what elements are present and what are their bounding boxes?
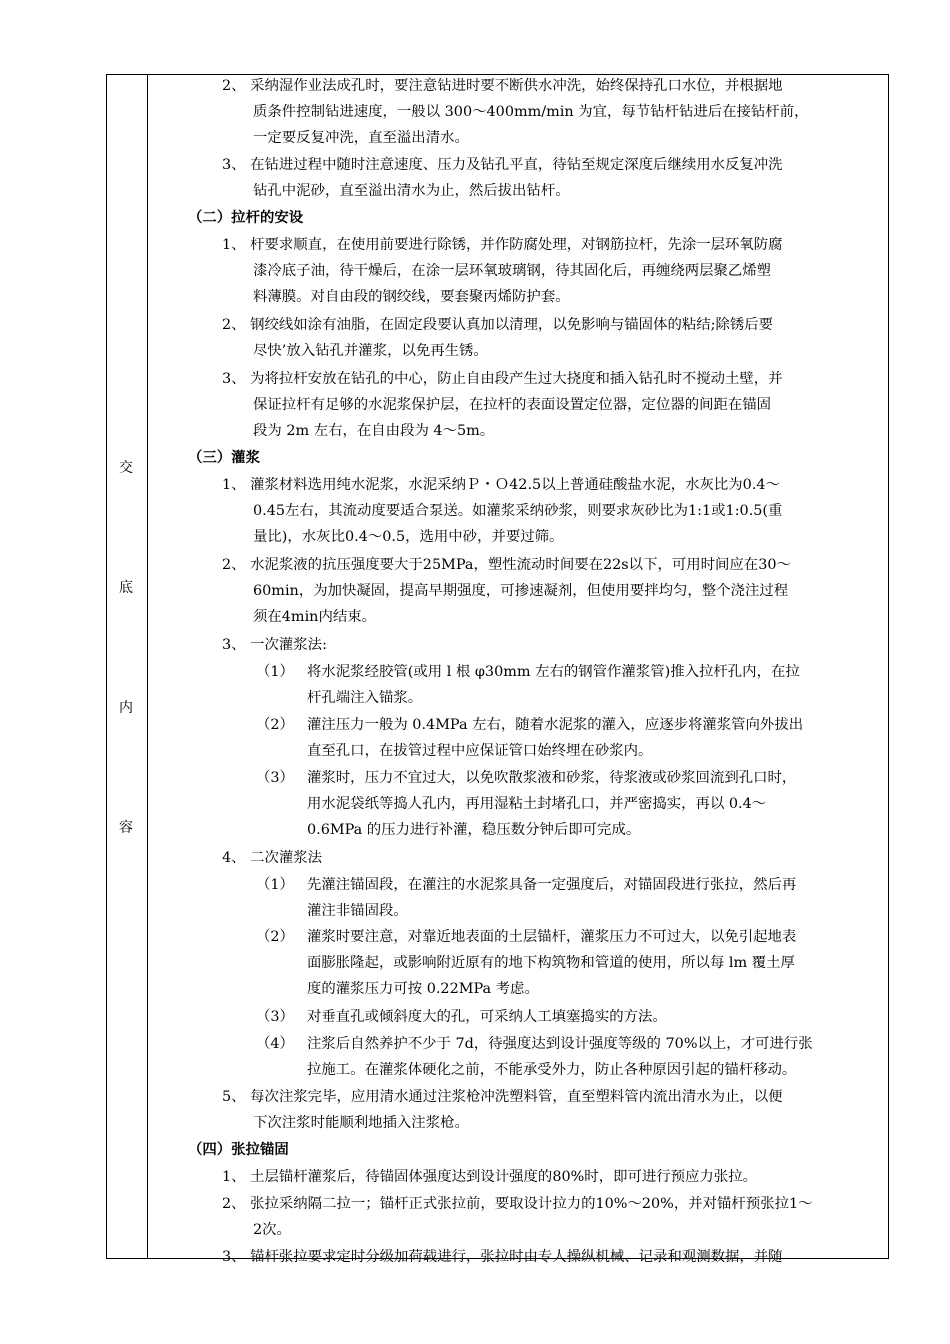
- text-line: （1）: [256, 877, 294, 893]
- text-line: 2、 水泥浆液的抗压强度要大于25MPa，塑性流动时间要在22s以下，可用时间应在30～: [222, 557, 791, 573]
- text-line: 下次注浆时能顺利地插入注浆枪。: [253, 1115, 469, 1131]
- text-line: 先灌注锚固段，在灌注的水泥浆具备一定强度后，对锚固段进行张拉，然后再: [307, 877, 797, 893]
- section-heading: （三）灌浆: [188, 450, 260, 466]
- text-line: （2）: [256, 717, 294, 733]
- text-line: 注浆后自然养护不少于 7d，待强度达到设计强度等级的 70%以上，才可进行张: [307, 1036, 813, 1052]
- text-line: 一定要反复冲洗，直至溢出清水。: [253, 130, 469, 146]
- side-label-char-3: 内: [119, 700, 133, 716]
- text-line: 将水泥浆经胶管(或用 l 根 φ30mm 左右的钢管作灌浆管)推入拉杆孔内，在拉: [307, 664, 800, 680]
- text-line: 用水泥袋纸等捣人孔内，再用湿粘土封堵孔口，并严密捣实，再以 0.4～: [307, 796, 767, 812]
- text-line: 3、 在钻进过程中随时注意速度、压力及钻孔平直，待钻至规定深度后继续用水反复冲洗: [222, 157, 783, 173]
- text-line: 1、 杆要求顺直，在使用前要进行除锈，并作防腐处理，对钢筋拉杆，先涂一层环氧防腐: [222, 237, 783, 253]
- text-line: 尽快’放入钻孔并灌浆，以免再生锈。: [253, 343, 488, 359]
- text-line: 料薄膜。对自由段的钢绞线，要套聚丙烯防护套。: [253, 289, 570, 305]
- side-label-char-2: 底: [119, 580, 133, 596]
- text-line: 灌注非锚固段。: [307, 903, 408, 919]
- text-line: 5、 每次注浆完毕，应用清水通过注浆枪冲洗塑料管，直至塑料管内流出清水为止，以便: [222, 1089, 783, 1105]
- side-label-char-4: 容: [119, 820, 133, 836]
- text-line: 60min，为加快凝固，提高早期强度，可掺速凝剂，但使用要拌均匀，整个浇注过程: [253, 583, 789, 599]
- text-line: 杆孔端注入锚浆。: [307, 690, 423, 706]
- text-line: 拉施工。在灌浆体硬化之前，不能承受外力，防止各种原因引起的锚杆移动。: [307, 1062, 797, 1078]
- text-line: 灌浆时，压力不宜过大，以免吹散浆液和砂浆，待浆液或砂浆回流到孔口时，: [307, 770, 797, 786]
- text-line: 质条件控制钻进速度，一般以 300～400mm/min 为宜，每节钻杆钻进后在接钻杆前，: [253, 104, 809, 120]
- text-line: （2）: [256, 929, 294, 945]
- text-line: 对垂直孔或倾斜度大的孔，可采纳人工填塞捣实的方法。: [307, 1009, 667, 1025]
- text-line: 灌注压力一般为 0.4MPa 左右，随着水泥浆的灌入，应逐步将灌浆管向外拔出: [307, 717, 804, 733]
- text-line: 1、 土层锚杆灌浆后，待锚固体强度达到设计强度的80%时，即可进行预应力张拉。: [222, 1169, 757, 1185]
- text-line: 4、 二次灌浆法: [222, 850, 323, 866]
- text-line: 直至孔口，在拔管过程中应保证管口始终埋在砂浆内。: [307, 743, 653, 759]
- section-heading: （二）拉杆的安设: [188, 210, 304, 226]
- text-line: 须在4min内结束。: [253, 609, 377, 625]
- text-line: 2、 钢绞线如涂有油脂，在固定段要认真加以清理，以免影响与锚固体的粘结;除锈后要: [222, 317, 774, 333]
- section-heading: （四）张拉锚固: [188, 1142, 289, 1158]
- text-line: 段为 2m 左右，在自由段为 4～5m。: [253, 423, 495, 439]
- side-label-char-1: 交: [119, 460, 133, 476]
- text-line: 3、 为将拉杆安放在钻孔的中心，防止自由段产生过大挠度和插入钻孔时不搅动土壁，并: [222, 371, 783, 387]
- text-line: 灌浆时要注意，对靠近地表面的土层锚杆，灌浆压力不可过大，以免引起地表: [307, 929, 797, 945]
- text-line: （3）: [256, 1009, 294, 1025]
- text-line: 钻孔中泥砂，直至溢出清水为止，然后拔出钻杆。: [253, 183, 570, 199]
- text-line: 1、 灌浆材料选用纯水泥浆，水泥采纳Ｐ・Ｏ42.5以上普通硅酸盐水泥，水灰比为0.4～: [222, 477, 780, 493]
- text-line: （1）: [256, 664, 294, 680]
- text-line: 3、 锚杆张拉要求定时分级加荷载进行，张拉时由专人操纵机械、记录和观测数据，并随: [222, 1249, 783, 1265]
- text-line: 漆冷底子油，待干燥后，在涂一层环氧玻璃钢，待其固化后，再缠绕两层聚乙烯塑: [253, 263, 772, 279]
- text-line: 0.6MPa 的压力进行补灌，稳压数分钟后即可完成。: [307, 822, 641, 838]
- column-divider: [147, 74, 148, 1259]
- text-line: （4）: [256, 1036, 294, 1052]
- text-line: 保证拉杆有足够的水泥浆保护层，在拉杆的表面设置定位器，定位器的间距在锚固: [253, 397, 772, 413]
- text-line: 2、 采纳湿作业法成孔时，要注意钻进时要不断供水冲洗，始终保持孔口水位，并根据地: [222, 78, 783, 94]
- text-line: 2次。: [253, 1222, 291, 1238]
- text-line: 3、 一次灌浆法:: [222, 637, 327, 653]
- text-line: 面膨胀隆起，或影响附近原有的地下构筑物和管道的使用，所以每 lm 覆土厚: [307, 955, 795, 971]
- text-line: （3）: [256, 770, 294, 786]
- text-line: 量比)，水灰比0.4～0.5，选用中砂，并要过筛。: [253, 529, 564, 545]
- text-line: 0.45左右，其流动度要适合泵送。如灌浆采纳砂浆，则要求灰砂比为1:1或1:0.5(重: [253, 503, 783, 519]
- text-line: 度的灌浆压力可按 0.22MPa 考虑。: [307, 981, 539, 997]
- text-line: 2、 张拉采纳隔二拉一；锚杆正式张拉前，要取设计拉力的10%～20%，并对锚杆预张拉1～: [222, 1196, 813, 1212]
